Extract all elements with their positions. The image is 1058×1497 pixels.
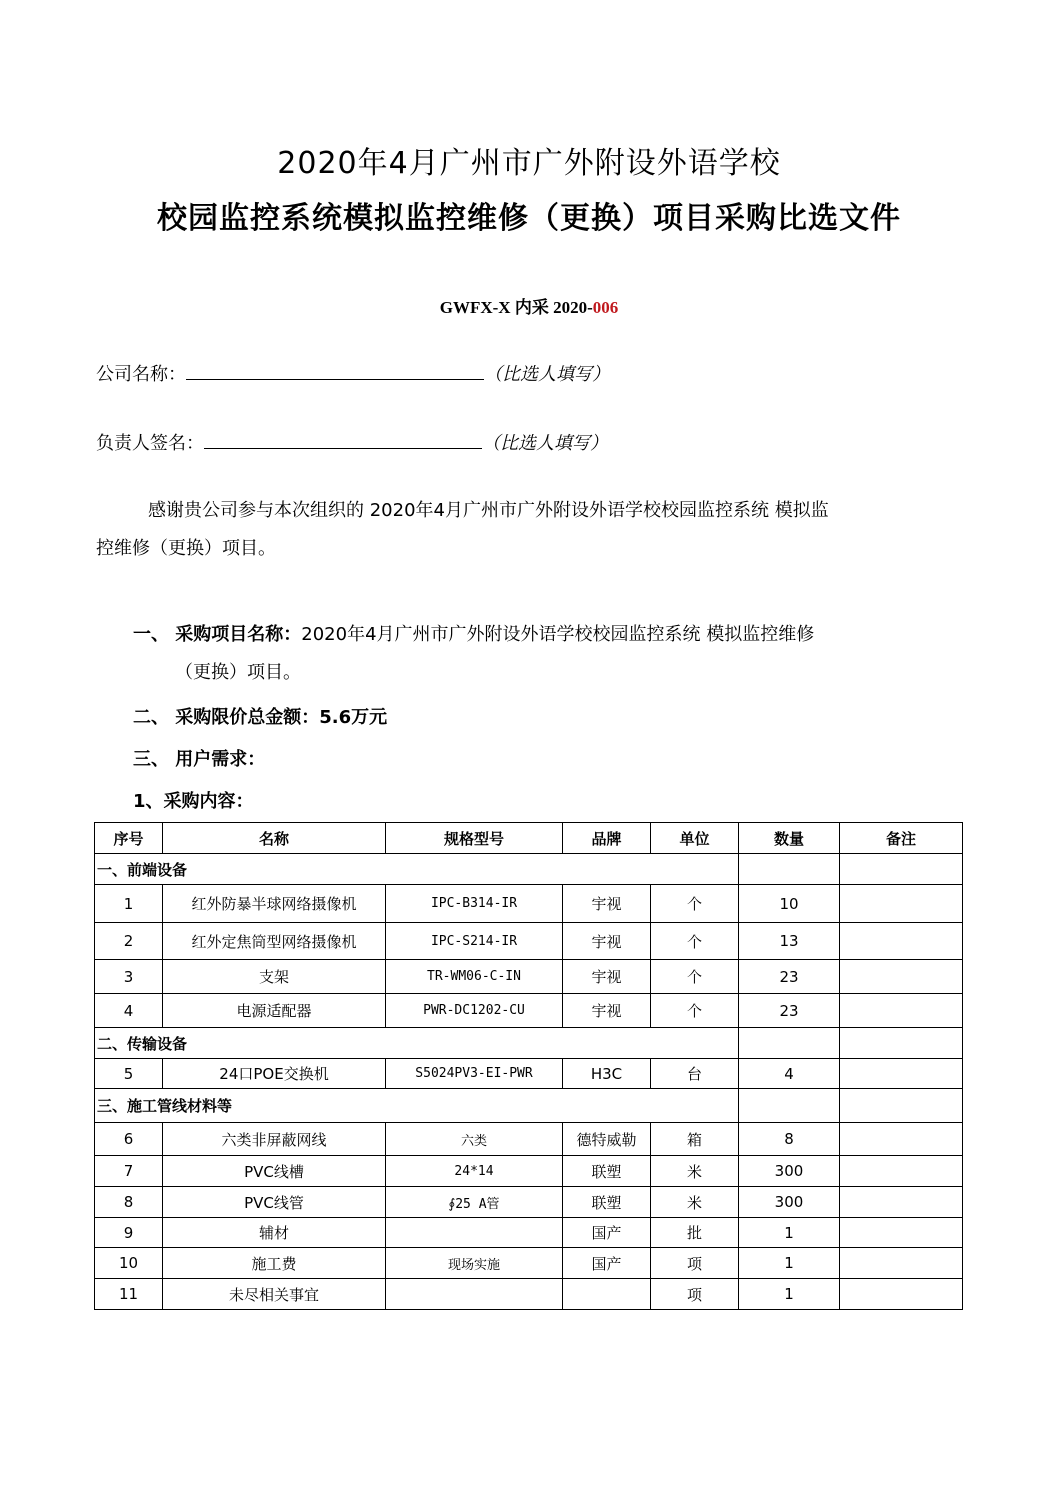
- subsection-content: 1、采购内容：: [133, 791, 254, 812]
- row-brand: 联塑: [563, 1156, 651, 1187]
- signer-blank[interactable]: [204, 430, 482, 449]
- row-note: [840, 1248, 963, 1279]
- row-brand: 宇视: [563, 994, 651, 1028]
- header-no: 序号: [95, 823, 163, 854]
- section-empty-qty: [739, 1028, 840, 1059]
- document-title-line2: 校园监控系统模拟监控维修（更换）项目采购比选文件: [157, 201, 901, 236]
- row-no: 4: [95, 994, 163, 1028]
- row-model: IPC-S214-IR: [386, 923, 563, 960]
- row-name: 红外防暴半球网络摄像机: [163, 885, 386, 923]
- row-brand: 联塑: [563, 1187, 651, 1218]
- row-no: 11: [95, 1279, 163, 1310]
- row-qty: 13: [739, 923, 840, 960]
- row-note: [840, 960, 963, 994]
- header-unit: 单位: [651, 823, 739, 854]
- document-number: [0, 293, 1058, 318]
- table-body: [95, 854, 963, 1310]
- row-model: S5024PV3-EI-PWR: [386, 1059, 563, 1089]
- row-unit: 项: [651, 1279, 739, 1310]
- section-empty-qty: [739, 1089, 840, 1123]
- row-unit: 个: [651, 960, 739, 994]
- row-qty: 300: [739, 1187, 840, 1218]
- section-project-name-value: 2020年4月广州市广外附设外语学校校园监控系统 模拟监控维修: [301, 624, 815, 645]
- row-unit: 项: [651, 1248, 739, 1279]
- row-unit: 米: [651, 1156, 739, 1187]
- table-row: [95, 1279, 963, 1310]
- row-note: [840, 994, 963, 1028]
- section-project-name-label: 一、 采购项目名称：: [133, 624, 302, 645]
- row-no: 10: [95, 1248, 163, 1279]
- table-row: [95, 960, 963, 994]
- header-note: 备注: [840, 823, 963, 854]
- row-name: PVC线槽: [163, 1156, 386, 1187]
- section-requirements: 三、 用户需求：: [133, 749, 266, 770]
- section-empty-note: [840, 1028, 963, 1059]
- row-model: 六类: [386, 1123, 563, 1156]
- section-empty-qty: [739, 854, 840, 885]
- row-name: 24口POE交换机: [163, 1059, 386, 1089]
- row-qty: 1: [739, 1279, 840, 1310]
- intro-paragraph: [96, 492, 966, 568]
- row-note: [840, 1279, 963, 1310]
- row-brand: 宇视: [563, 960, 651, 994]
- row-note: [840, 923, 963, 960]
- row-brand: 宇视: [563, 885, 651, 923]
- row-model: TR-WM06-C-IN: [386, 960, 563, 994]
- table-row: [95, 1156, 963, 1187]
- row-brand: 德特威勒: [563, 1123, 651, 1156]
- row-name: 支架: [163, 960, 386, 994]
- table-section-row: [95, 854, 963, 885]
- row-qty: 8: [739, 1123, 840, 1156]
- document-title-line1: 2020年4月广州市广外附设外语学校: [277, 146, 781, 181]
- row-name: 辅材: [163, 1218, 386, 1248]
- row-no: 3: [95, 960, 163, 994]
- table-row: [95, 1218, 963, 1248]
- table-row: [95, 1248, 963, 1279]
- row-qty: 300: [739, 1156, 840, 1187]
- row-model: 现场实施: [386, 1248, 563, 1279]
- row-unit: 箱: [651, 1123, 739, 1156]
- row-unit: 个: [651, 885, 739, 923]
- table-row: [95, 1123, 963, 1156]
- table-row: [95, 1187, 963, 1218]
- row-name: PVC线管: [163, 1187, 386, 1218]
- section-budget: 二、 采购限价总金额：5.6万元: [133, 707, 388, 728]
- header-model: 规格型号: [386, 823, 563, 854]
- signer-note: （比选人填写）: [482, 433, 608, 454]
- table-section-row: [95, 1089, 963, 1123]
- row-qty: 23: [739, 994, 840, 1028]
- row-qty: 10: [739, 885, 840, 923]
- procurement-table: [94, 822, 963, 1310]
- row-qty: 4: [739, 1059, 840, 1089]
- row-name: 未尽相关事宜: [163, 1279, 386, 1310]
- document-number-prefix: GWFX-X 内采 2020-: [439, 298, 593, 317]
- row-brand: 国产: [563, 1248, 651, 1279]
- row-note: [840, 1187, 963, 1218]
- row-name: 电源适配器: [163, 994, 386, 1028]
- row-name: 红外定焦筒型网络摄像机: [163, 923, 386, 960]
- row-brand: 宇视: [563, 923, 651, 960]
- table-header-row: [95, 823, 963, 854]
- row-unit: 个: [651, 994, 739, 1028]
- row-brand: H3C: [563, 1059, 651, 1089]
- row-qty: 23: [739, 960, 840, 994]
- row-qty: 1: [739, 1248, 840, 1279]
- row-no: 9: [95, 1218, 163, 1248]
- document-number-suffix: 006: [592, 298, 619, 317]
- section-empty-note: [840, 854, 963, 885]
- row-note: [840, 1218, 963, 1248]
- row-qty: 1: [739, 1218, 840, 1248]
- row-no: 8: [95, 1187, 163, 1218]
- header-qty: 数量: [739, 823, 840, 854]
- section-project-name: [133, 616, 963, 692]
- row-note: [840, 1156, 963, 1187]
- row-note: [840, 1123, 963, 1156]
- intro-line1: 感谢贵公司参与本次组织的 2020年4月广州市广外附设外语学校校园监控系统 模拟监: [148, 500, 829, 521]
- row-brand: [563, 1279, 651, 1310]
- row-model: [386, 1218, 563, 1248]
- intro-line2: 控维修（更换）项目。: [96, 538, 276, 559]
- table-row: [95, 923, 963, 960]
- table-row: [95, 885, 963, 923]
- section-project-name-value-line2: （更换）项目。: [175, 662, 301, 683]
- row-no: 6: [95, 1123, 163, 1156]
- row-note: [840, 885, 963, 923]
- section-title: 一、前端设备: [95, 854, 739, 885]
- signer-label: 负责人签名：: [96, 433, 204, 454]
- row-brand: 国产: [563, 1218, 651, 1248]
- table-row: [95, 1059, 963, 1089]
- company-name-blank[interactable]: [186, 361, 484, 380]
- signer-field: [96, 429, 608, 455]
- row-note: [840, 1059, 963, 1089]
- section-title: 二、传输设备: [95, 1028, 739, 1059]
- row-model: ∮25 A管: [386, 1187, 563, 1218]
- row-model: IPC-B314-IR: [386, 885, 563, 923]
- section-title: 三、施工管线材料等: [95, 1089, 739, 1123]
- row-name: 六类非屏蔽网线: [163, 1123, 386, 1156]
- row-unit: 批: [651, 1218, 739, 1248]
- table-section-row: [95, 1028, 963, 1059]
- row-model: PWR-DC1202-CU: [386, 994, 563, 1028]
- header-brand: 品牌: [563, 823, 651, 854]
- row-unit: 台: [651, 1059, 739, 1089]
- row-no: 2: [95, 923, 163, 960]
- row-unit: 米: [651, 1187, 739, 1218]
- company-name-label: 公司名称：: [96, 364, 186, 385]
- header-name: 名称: [163, 823, 386, 854]
- company-name-note: （比选人填写）: [484, 364, 610, 385]
- row-no: 7: [95, 1156, 163, 1187]
- row-name: 施工费: [163, 1248, 386, 1279]
- row-model: 24*14: [386, 1156, 563, 1187]
- row-no: 5: [95, 1059, 163, 1089]
- table-row: [95, 994, 963, 1028]
- row-unit: 个: [651, 923, 739, 960]
- row-model: [386, 1279, 563, 1310]
- section-empty-note: [840, 1089, 963, 1123]
- company-name-field: [96, 360, 610, 386]
- row-no: 1: [95, 885, 163, 923]
